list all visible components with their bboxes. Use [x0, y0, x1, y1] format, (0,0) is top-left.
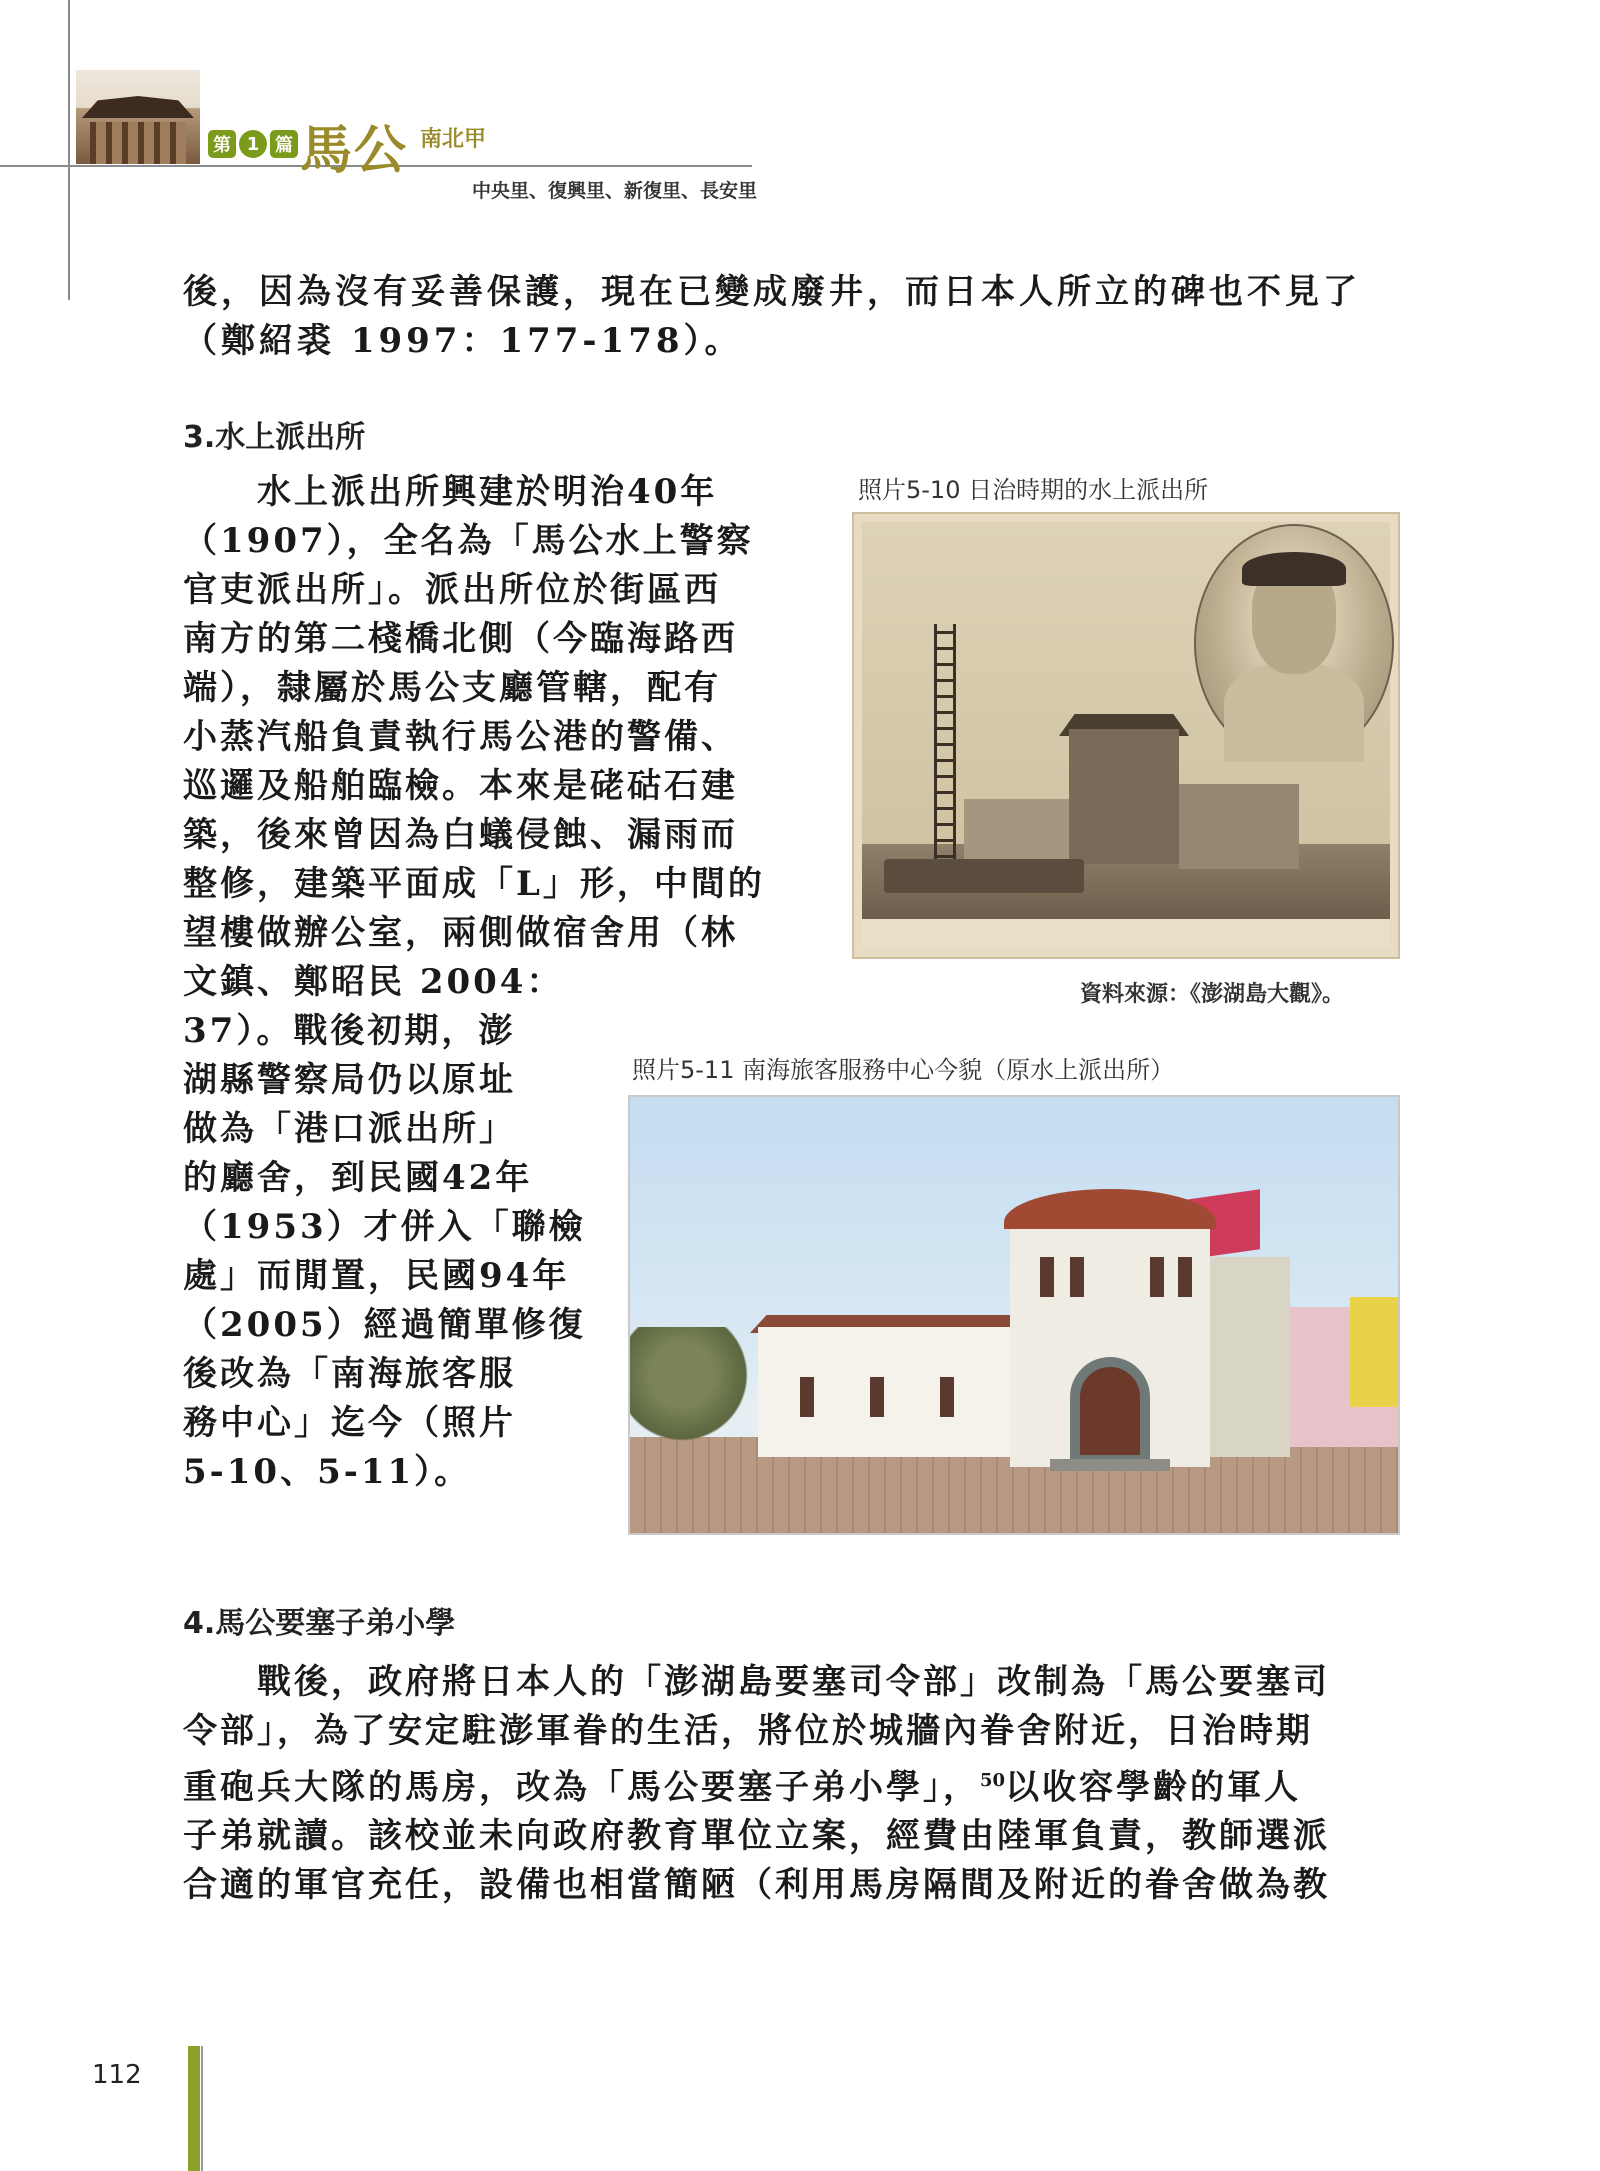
- text-line: [183, 1756, 1330, 1812]
- chapter-subtitle: 南北甲: [420, 126, 487, 152]
- footer-rule: [201, 2046, 203, 2171]
- text-line: 南方的第二棧橋北側（今臨海路西: [183, 619, 738, 659]
- text-line: （2005）經過簡單修復: [183, 1305, 586, 1345]
- text-line: 水上派出所興建於明治40年: [183, 472, 718, 512]
- text-line: 37）。戰後初期，澎: [183, 1011, 516, 1051]
- text-line: 望樓做辦公室，兩側做宿舍用（林: [183, 913, 738, 953]
- chapter-number: 1: [239, 130, 267, 158]
- chapter-label-right: 篇: [270, 130, 298, 158]
- text-line: （1953）才併入「聯檢: [183, 1207, 586, 1247]
- intro-paragraph: [183, 268, 1361, 366]
- text-line: 子弟就讀。該校並未向政府教育單位立案，經費由陸軍負責，教師選派: [183, 1816, 1330, 1857]
- text-line: 後，因為沒有妥善保護，現在已變成廢井，而日本人所立的碑也不見了: [183, 272, 1361, 312]
- text-line: 5-10、5-11）。: [183, 1452, 472, 1492]
- section-4-paragraph: [183, 1658, 1330, 1910]
- chapter-title: 馬公: [300, 120, 409, 181]
- text-line: 令部」，為了安定駐澎軍眷的生活，將位於城牆內眷舍附近，日治時期: [183, 1711, 1313, 1751]
- section-heading-3: 3.水上派出所: [183, 420, 366, 455]
- header-vertical-rule: [68, 0, 70, 300]
- text-line: 端），隸屬於馬公支廳管轄，配有: [183, 668, 721, 708]
- page-number: 112: [92, 2060, 142, 2090]
- footnote-reference: 50: [980, 1770, 1006, 1791]
- photo-5-11-caption: 照片5-11 南海旅客服務中心今貌（原水上派出所）: [632, 1056, 1175, 1084]
- text-line: 後改為「南海旅客服: [183, 1354, 516, 1394]
- photo-5-10-historical-police-station: [852, 512, 1400, 959]
- text-line: （鄭紹裘 1997：177-178）。: [183, 321, 743, 361]
- temple-header-image: [76, 70, 200, 164]
- section-heading-4: 4.馬公要塞子弟小學: [183, 1606, 456, 1641]
- text-line: 處」而閒置，民國94年: [183, 1256, 570, 1296]
- photo-5-10-credit: 資料來源：《澎湖島大觀》。: [1080, 982, 1345, 1007]
- village-list: 中央里、復興里、新復里、長安里: [472, 180, 758, 202]
- text-line: 巡邏及船舶臨檢。本來是硓𥑮石建: [183, 766, 738, 806]
- text-line: 湖縣警察局仍以原址: [183, 1060, 516, 1100]
- text-line: 的廳舍，到民國42年: [183, 1158, 533, 1198]
- text-line: 文鎮、鄭昭民 2004：: [183, 962, 564, 1002]
- text-segment: 以收容學齡的軍人: [1005, 1767, 1302, 1808]
- chapter-label-left: 第: [208, 130, 236, 158]
- chapter-badge: [208, 128, 298, 160]
- text-segment: 重砲兵大隊的馬房，改為「馬公要塞子弟小學」，: [183, 1767, 980, 1808]
- text-line: 官吏派出所」。派出所位於街區西: [183, 570, 721, 610]
- text-line: 做為「港口派出所」: [183, 1109, 516, 1149]
- text-line: 務中心」迄今（照片: [183, 1403, 516, 1443]
- footer-accent-bar: [188, 2046, 200, 2171]
- text-line: 築，後來曾因為白蟻侵蝕、漏雨而: [183, 815, 738, 855]
- photo-5-11-south-sea-service-center: [628, 1095, 1400, 1535]
- text-line: 戰後，政府將日本人的「澎湖島要塞司令部」改制為「馬公要塞司: [183, 1662, 1330, 1702]
- text-line: 整修，建築平面成「L」形，中間的: [183, 864, 765, 904]
- text-line: 小蒸汽船負責執行馬公港的警備、: [183, 717, 738, 757]
- photo-5-10-caption: 照片5-10 日治時期的水上派出所: [858, 476, 1209, 504]
- text-line: （1907），全名為「馬公水上警察: [183, 521, 754, 561]
- text-line: 合適的軍官充任，設備也相當簡陋（利用馬房隔間及附近的眷舍做為教: [183, 1865, 1330, 1906]
